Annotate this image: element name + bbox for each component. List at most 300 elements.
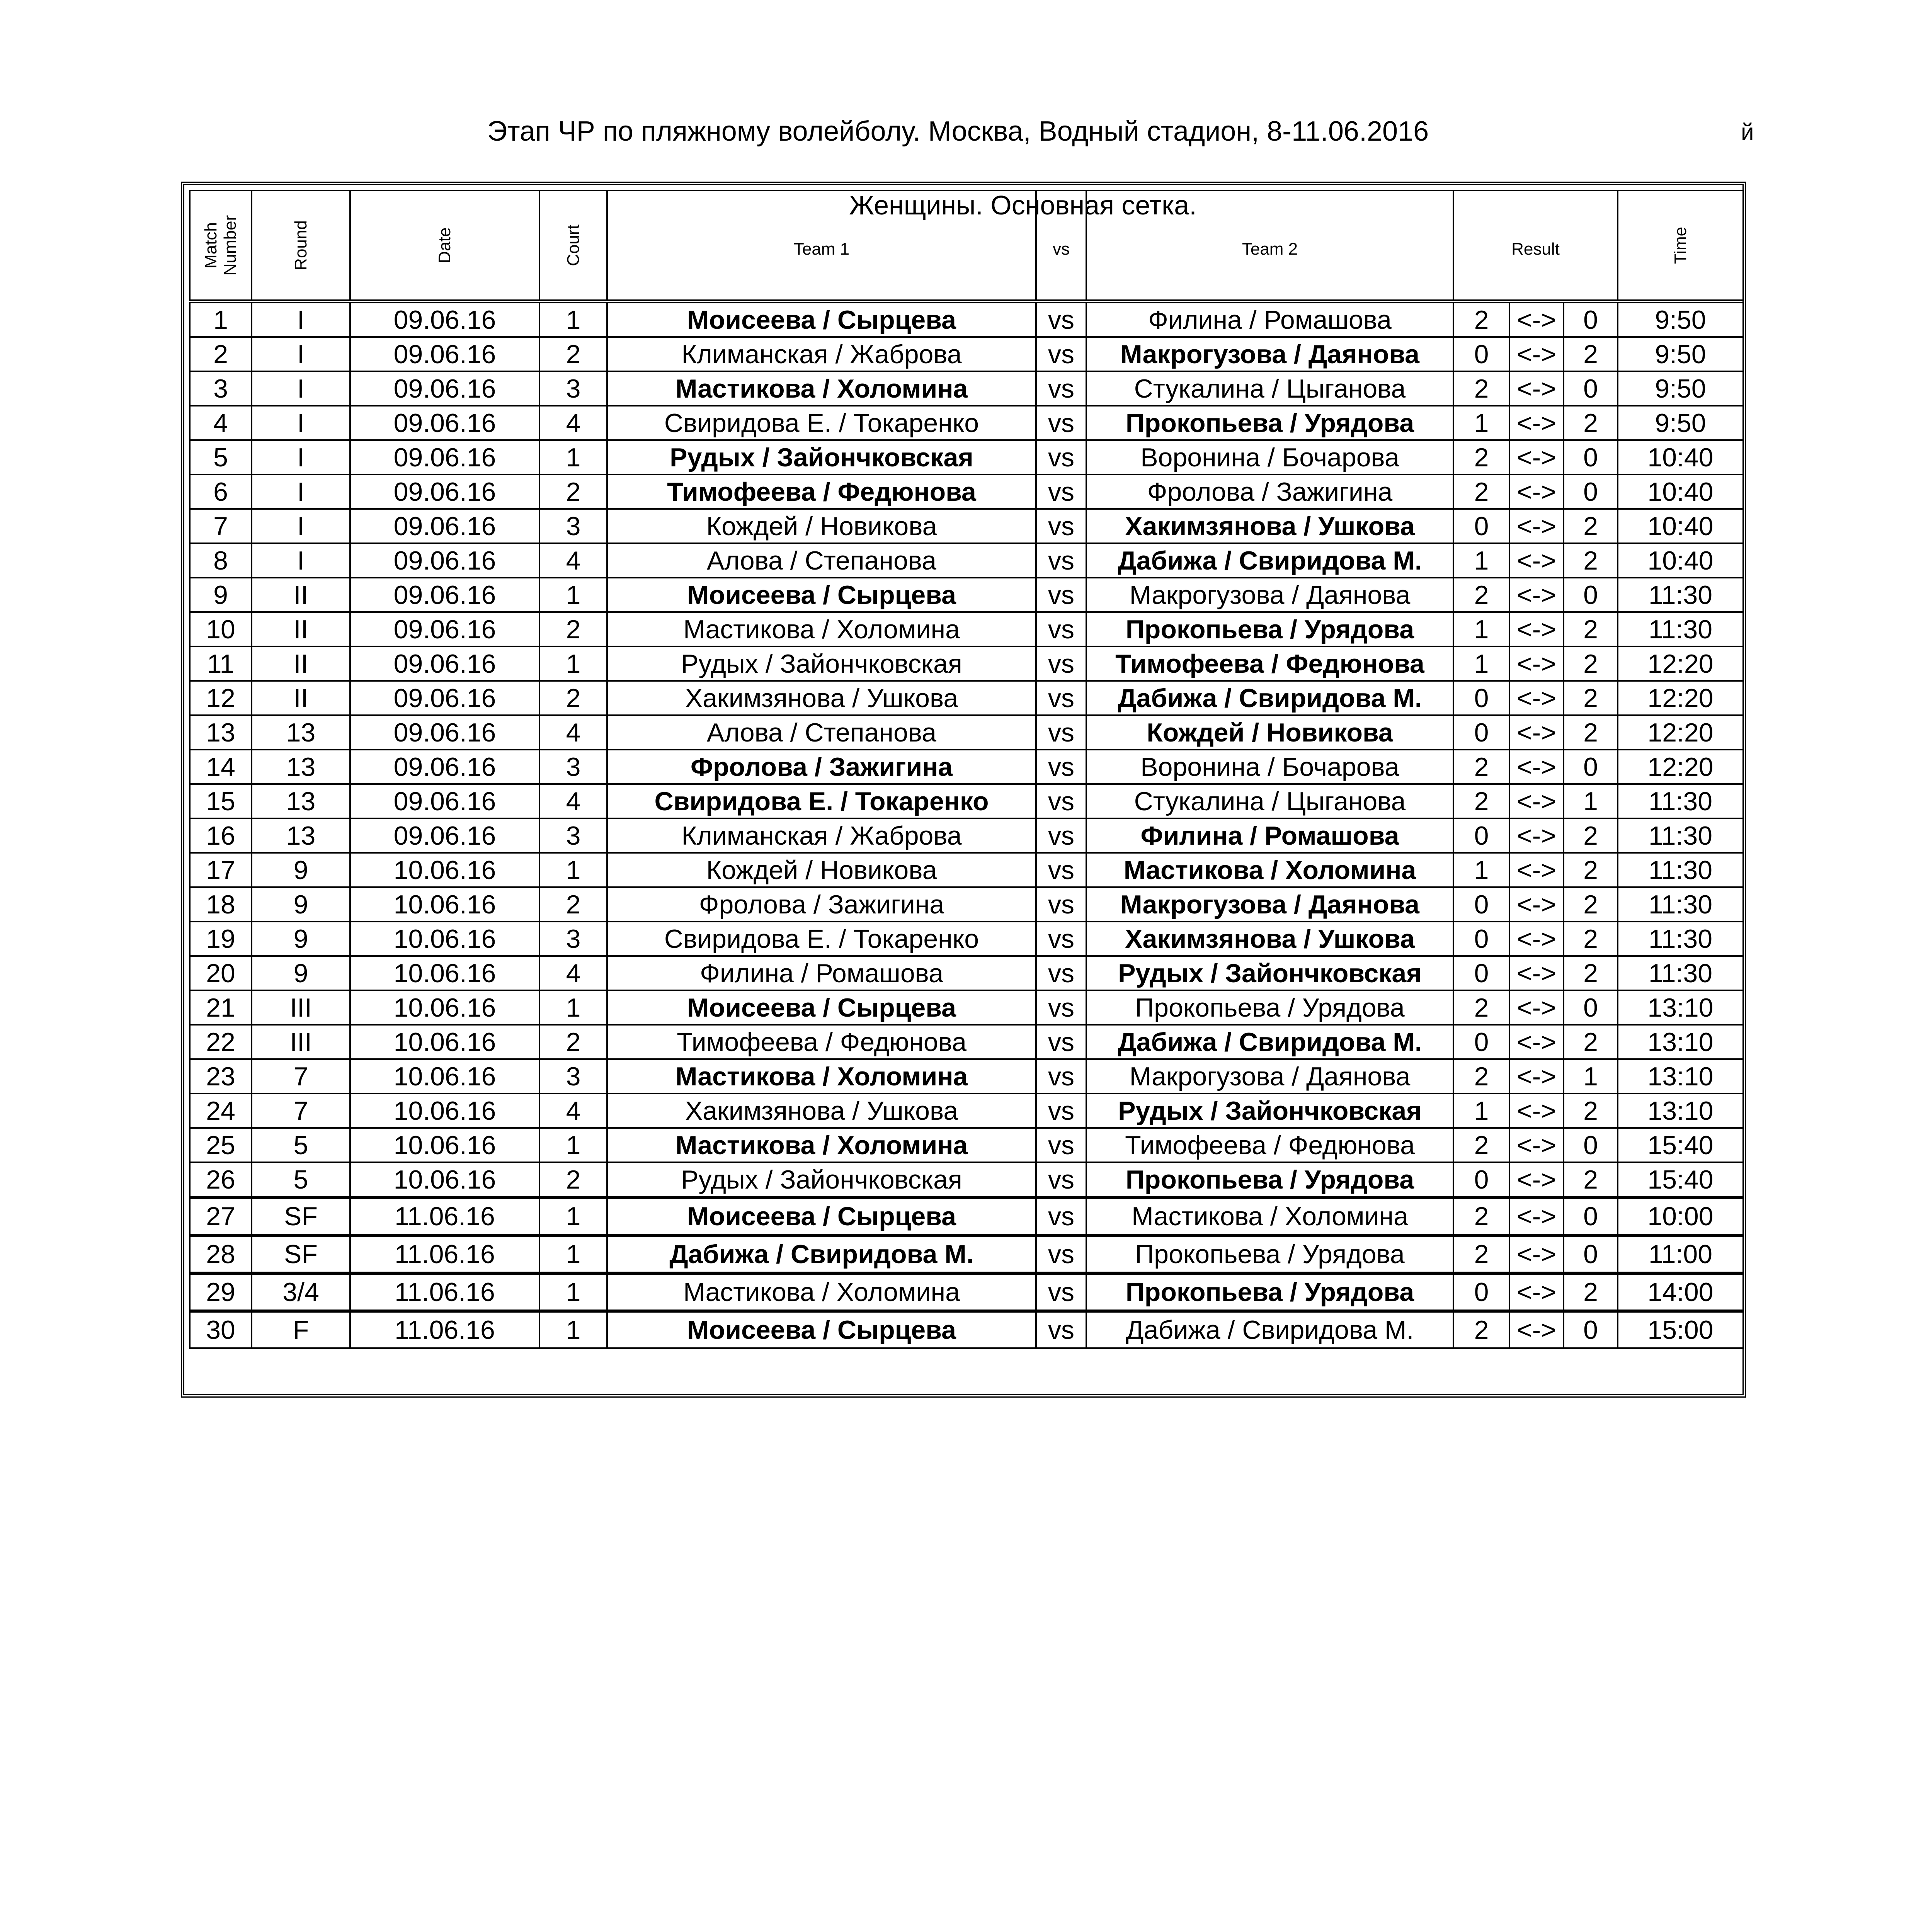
header-match-number: Match Number xyxy=(190,190,252,300)
match-number-cell: 7 xyxy=(190,509,252,543)
score-separator-cell: <-> xyxy=(1509,681,1564,715)
match-row xyxy=(190,1197,1743,1235)
team2-cell: Филина / Ромашова xyxy=(1086,303,1453,337)
score-separator-cell: <-> xyxy=(1509,440,1564,474)
team1-cell: Климанская / Жаброва xyxy=(607,818,1036,853)
court-cell: 1 xyxy=(539,1311,607,1348)
team1-cell: Моисеева / Сырцева xyxy=(607,990,1036,1025)
time-cell: 12:20 xyxy=(1618,750,1743,784)
match-number-cell: 27 xyxy=(190,1197,252,1235)
header-round: Round xyxy=(252,190,350,300)
score1-cell: 0 xyxy=(1453,818,1509,853)
score2-cell: 0 xyxy=(1564,371,1618,406)
time-cell: 9:50 xyxy=(1618,371,1743,406)
team2-cell: Тимофеева / Федюнова xyxy=(1086,1128,1453,1162)
round-cell: F xyxy=(252,1311,350,1348)
match-row xyxy=(190,922,1743,956)
vs-cell: vs xyxy=(1036,440,1086,474)
match-row xyxy=(190,853,1743,887)
score-separator-cell: <-> xyxy=(1509,990,1564,1025)
vs-cell: vs xyxy=(1036,1162,1086,1197)
date-cell: 10.06.16 xyxy=(350,1025,539,1059)
time-cell: 12:20 xyxy=(1618,646,1743,681)
score2-cell: 2 xyxy=(1564,1162,1618,1197)
match-number-cell: 5 xyxy=(190,440,252,474)
match-row xyxy=(190,1162,1743,1197)
score2-cell: 0 xyxy=(1564,1311,1618,1348)
round-cell: 9 xyxy=(252,887,350,922)
match-number-cell: 6 xyxy=(190,474,252,509)
match-row xyxy=(190,509,1743,543)
team2-cell: Прокопьева / Урядова xyxy=(1086,1162,1453,1197)
score1-cell: 0 xyxy=(1453,1025,1509,1059)
score1-cell: 2 xyxy=(1453,303,1509,337)
match-row xyxy=(190,440,1743,474)
court-cell: 3 xyxy=(539,509,607,543)
time-cell: 9:50 xyxy=(1618,303,1743,337)
score1-cell: 0 xyxy=(1453,1273,1509,1311)
header-team2: Team 2 xyxy=(1086,190,1453,300)
round-cell: 13 xyxy=(252,715,350,750)
score2-cell: 2 xyxy=(1564,887,1618,922)
score1-cell: 2 xyxy=(1453,784,1509,818)
time-cell: 9:50 xyxy=(1618,337,1743,371)
round-cell: 9 xyxy=(252,853,350,887)
score-separator-cell: <-> xyxy=(1509,371,1564,406)
team2-cell: Прокопьева / Урядова xyxy=(1086,406,1453,440)
match-row xyxy=(190,578,1743,612)
team2-cell: Стукалина / Цыганова xyxy=(1086,371,1453,406)
court-cell: 3 xyxy=(539,1059,607,1094)
round-cell: 9 xyxy=(252,922,350,956)
round-cell: 13 xyxy=(252,750,350,784)
match-number-cell: 17 xyxy=(190,853,252,887)
match-number-cell: 8 xyxy=(190,543,252,578)
court-cell: 2 xyxy=(539,1162,607,1197)
round-cell: II xyxy=(252,681,350,715)
team2-cell: Прокопьева / Урядова xyxy=(1086,990,1453,1025)
vs-cell: vs xyxy=(1036,715,1086,750)
date-cell: 09.06.16 xyxy=(350,681,539,715)
bracket-sheet xyxy=(181,182,1746,1398)
match-number-cell: 2 xyxy=(190,337,252,371)
team2-cell: Рудых / Зайончковская xyxy=(1086,1094,1453,1128)
team1-cell: Хакимзянова / Ушкова xyxy=(607,681,1036,715)
court-cell: 4 xyxy=(539,784,607,818)
team1-cell: Алова / Степанова xyxy=(607,715,1036,750)
score2-cell: 0 xyxy=(1564,474,1618,509)
team2-cell: Дабижа / Свиридова М. xyxy=(1086,1025,1453,1059)
court-cell: 2 xyxy=(539,1025,607,1059)
score1-cell: 2 xyxy=(1453,750,1509,784)
time-cell: 10:00 xyxy=(1618,1197,1743,1235)
score-separator-cell: <-> xyxy=(1509,578,1564,612)
score1-cell: 2 xyxy=(1453,1197,1509,1235)
score2-cell: 1 xyxy=(1564,784,1618,818)
score-separator-cell: <-> xyxy=(1509,1094,1564,1128)
team1-cell: Моисеева / Сырцева xyxy=(607,578,1036,612)
team1-cell: Мастикова / Холомина xyxy=(607,612,1036,646)
round-cell: I xyxy=(252,371,350,406)
score-separator-cell: <-> xyxy=(1509,887,1564,922)
team2-cell: Макрогузова / Даянова xyxy=(1086,1059,1453,1094)
score1-cell: 0 xyxy=(1453,681,1509,715)
match-row xyxy=(190,818,1743,853)
team2-cell: Филина / Ромашова xyxy=(1086,818,1453,853)
score-separator-cell: <-> xyxy=(1509,543,1564,578)
team2-cell: Кождей / Новикова xyxy=(1086,715,1453,750)
team1-cell: Хакимзянова / Ушкова xyxy=(607,1094,1036,1128)
court-cell: 1 xyxy=(539,578,607,612)
match-number-cell: 29 xyxy=(190,1273,252,1311)
date-cell: 09.06.16 xyxy=(350,715,539,750)
score1-cell: 0 xyxy=(1453,956,1509,990)
score-separator-cell: <-> xyxy=(1509,1311,1564,1348)
match-number-cell: 15 xyxy=(190,784,252,818)
vs-cell: vs xyxy=(1036,1311,1086,1348)
round-cell: III xyxy=(252,990,350,1025)
court-cell: 1 xyxy=(539,1128,607,1162)
date-cell: 10.06.16 xyxy=(350,887,539,922)
team1-cell: Тимофеева / Федюнова xyxy=(607,1025,1036,1059)
match-row xyxy=(190,1311,1743,1348)
team1-cell: Моисеева / Сырцева xyxy=(607,303,1036,337)
team2-cell: Мастикова / Холомина xyxy=(1086,853,1453,887)
time-cell: 13:10 xyxy=(1618,1025,1743,1059)
court-cell: 4 xyxy=(539,543,607,578)
score1-cell: 0 xyxy=(1453,337,1509,371)
court-cell: 3 xyxy=(539,371,607,406)
court-cell: 1 xyxy=(539,990,607,1025)
date-cell: 09.06.16 xyxy=(350,750,539,784)
score-separator-cell: <-> xyxy=(1509,818,1564,853)
score1-cell: 1 xyxy=(1453,1094,1509,1128)
date-cell: 11.06.16 xyxy=(350,1197,539,1235)
team2-cell: Мастикова / Холомина xyxy=(1086,1197,1453,1235)
score-separator-cell: <-> xyxy=(1509,1059,1564,1094)
court-cell: 4 xyxy=(539,1094,607,1128)
date-cell: 09.06.16 xyxy=(350,543,539,578)
court-cell: 4 xyxy=(539,956,607,990)
round-cell: I xyxy=(252,543,350,578)
time-cell: 11:30 xyxy=(1618,784,1743,818)
court-cell: 3 xyxy=(539,818,607,853)
court-cell: 1 xyxy=(539,303,607,337)
score-separator-cell: <-> xyxy=(1509,303,1564,337)
match-number-cell: 19 xyxy=(190,922,252,956)
score1-cell: 0 xyxy=(1453,509,1509,543)
score2-cell: 2 xyxy=(1564,1273,1618,1311)
header-vs: vs xyxy=(1036,190,1086,300)
match-row xyxy=(190,784,1743,818)
date-cell: 09.06.16 xyxy=(350,371,539,406)
court-cell: 4 xyxy=(539,406,607,440)
match-number-cell: 1 xyxy=(190,303,252,337)
time-cell: 11:30 xyxy=(1618,887,1743,922)
score1-cell: 1 xyxy=(1453,543,1509,578)
vs-cell: vs xyxy=(1036,887,1086,922)
time-cell: 13:10 xyxy=(1618,1059,1743,1094)
time-cell: 11:30 xyxy=(1618,578,1743,612)
court-cell: 2 xyxy=(539,887,607,922)
court-cell: 1 xyxy=(539,1235,607,1273)
score2-cell: 2 xyxy=(1564,509,1618,543)
team1-cell: Мастикова / Холомина xyxy=(607,1273,1036,1311)
date-cell: 10.06.16 xyxy=(350,1094,539,1128)
vs-cell: vs xyxy=(1036,956,1086,990)
round-cell: 13 xyxy=(252,818,350,853)
date-cell: 09.06.16 xyxy=(350,303,539,337)
score1-cell: 0 xyxy=(1453,922,1509,956)
team1-cell: Мастикова / Холомина xyxy=(607,1128,1036,1162)
date-cell: 09.06.16 xyxy=(350,646,539,681)
team2-cell: Хакимзянова / Ушкова xyxy=(1086,509,1453,543)
match-row xyxy=(190,715,1743,750)
matches-table xyxy=(189,302,1744,1349)
date-cell: 09.06.16 xyxy=(350,474,539,509)
match-number-cell: 14 xyxy=(190,750,252,784)
match-row xyxy=(190,646,1743,681)
match-row xyxy=(190,887,1743,922)
score-separator-cell: <-> xyxy=(1509,509,1564,543)
match-row xyxy=(190,474,1743,509)
team2-cell: Хакимзянова / Ушкова xyxy=(1086,922,1453,956)
match-row xyxy=(190,543,1743,578)
round-cell: 13 xyxy=(252,784,350,818)
team2-cell: Прокопьева / Урядова xyxy=(1086,1273,1453,1311)
match-row xyxy=(190,750,1743,784)
round-cell: III xyxy=(252,1025,350,1059)
team1-cell: Свиридова Е. / Токаренко xyxy=(607,922,1036,956)
score-separator-cell: <-> xyxy=(1509,715,1564,750)
team2-cell: Прокопьева / Урядова xyxy=(1086,1235,1453,1273)
date-cell: 09.06.16 xyxy=(350,406,539,440)
score1-cell: 2 xyxy=(1453,1235,1509,1273)
score1-cell: 0 xyxy=(1453,1162,1509,1197)
team2-cell: Дабижа / Свиридова М. xyxy=(1086,543,1453,578)
court-cell: 1 xyxy=(539,1197,607,1235)
date-cell: 09.06.16 xyxy=(350,509,539,543)
team2-cell: Воронина / Бочарова xyxy=(1086,750,1453,784)
team2-cell: Воронина / Бочарова xyxy=(1086,440,1453,474)
team2-cell: Фролова / Зажигина xyxy=(1086,474,1453,509)
match-number-cell: 13 xyxy=(190,715,252,750)
date-cell: 11.06.16 xyxy=(350,1311,539,1348)
score2-cell: 0 xyxy=(1564,578,1618,612)
vs-cell: vs xyxy=(1036,646,1086,681)
round-cell: II xyxy=(252,578,350,612)
round-cell: I xyxy=(252,440,350,474)
court-cell: 4 xyxy=(539,715,607,750)
time-cell: 11:30 xyxy=(1618,956,1743,990)
header-result: Result xyxy=(1453,190,1618,300)
time-cell: 10:40 xyxy=(1618,474,1743,509)
score1-cell: 2 xyxy=(1453,371,1509,406)
match-row xyxy=(190,371,1743,406)
team2-cell: Прокопьева / Урядова xyxy=(1086,612,1453,646)
vs-cell: vs xyxy=(1036,1059,1086,1094)
vs-cell: vs xyxy=(1036,750,1086,784)
match-number-cell: 11 xyxy=(190,646,252,681)
score-separator-cell: <-> xyxy=(1509,956,1564,990)
vs-cell: vs xyxy=(1036,922,1086,956)
court-cell: 2 xyxy=(539,474,607,509)
time-cell: 11:30 xyxy=(1618,922,1743,956)
score-separator-cell: <-> xyxy=(1509,784,1564,818)
team1-cell: Свиридова Е. / Токаренко xyxy=(607,406,1036,440)
page-title: Этап ЧР по пляжному волейболу. Москва, Водный стадион, 8-11.06.2016 xyxy=(487,116,1429,147)
vs-cell: vs xyxy=(1036,337,1086,371)
vs-cell: vs xyxy=(1036,681,1086,715)
match-number-cell: 23 xyxy=(190,1059,252,1094)
time-cell: 14:00 xyxy=(1618,1273,1743,1311)
score-separator-cell: <-> xyxy=(1509,1235,1564,1273)
match-number-cell: 10 xyxy=(190,612,252,646)
team1-cell: Рудых / Зайончковская xyxy=(607,440,1036,474)
date-cell: 10.06.16 xyxy=(350,1059,539,1094)
score2-cell: 2 xyxy=(1564,543,1618,578)
time-cell: 10:40 xyxy=(1618,509,1743,543)
header-date: Date xyxy=(350,190,539,300)
score-separator-cell: <-> xyxy=(1509,853,1564,887)
match-number-cell: 26 xyxy=(190,1162,252,1197)
team2-cell: Стукалина / Цыганова xyxy=(1086,784,1453,818)
round-cell: 5 xyxy=(252,1162,350,1197)
match-number-cell: 9 xyxy=(190,578,252,612)
round-cell: SF xyxy=(252,1197,350,1235)
score1-cell: 2 xyxy=(1453,1128,1509,1162)
vs-cell: vs xyxy=(1036,612,1086,646)
score2-cell: 2 xyxy=(1564,853,1618,887)
vs-cell: vs xyxy=(1036,784,1086,818)
score2-cell: 1 xyxy=(1564,1059,1618,1094)
team2-cell: Тимофеева / Федюнова xyxy=(1086,646,1453,681)
vs-cell: vs xyxy=(1036,1273,1086,1311)
corner-mark: й xyxy=(1741,119,1754,145)
score-separator-cell: <-> xyxy=(1509,1025,1564,1059)
match-number-cell: 24 xyxy=(190,1094,252,1128)
match-number-cell: 22 xyxy=(190,1025,252,1059)
team1-cell: Фролова / Зажигина xyxy=(607,750,1036,784)
round-cell: SF xyxy=(252,1235,350,1273)
round-cell: 7 xyxy=(252,1094,350,1128)
score1-cell: 2 xyxy=(1453,990,1509,1025)
vs-cell: vs xyxy=(1036,1235,1086,1273)
vs-cell: vs xyxy=(1036,543,1086,578)
court-cell: 1 xyxy=(539,440,607,474)
court-cell: 1 xyxy=(539,1273,607,1311)
court-cell: 2 xyxy=(539,612,607,646)
match-number-cell: 4 xyxy=(190,406,252,440)
score2-cell: 0 xyxy=(1564,1235,1618,1273)
match-row xyxy=(190,681,1743,715)
court-cell: 2 xyxy=(539,681,607,715)
team1-cell: Фролова / Зажигина xyxy=(607,887,1036,922)
score-separator-cell: <-> xyxy=(1509,1162,1564,1197)
match-row xyxy=(190,1025,1743,1059)
bracket-subtitle: Женщины. Основная сетка. xyxy=(849,190,1197,220)
vs-cell: vs xyxy=(1036,1197,1086,1235)
team1-cell: Мастикова / Холомина xyxy=(607,1059,1036,1094)
round-cell: I xyxy=(252,406,350,440)
time-cell: 9:50 xyxy=(1618,406,1743,440)
match-number-cell: 18 xyxy=(190,887,252,922)
header-team1: Team 1 xyxy=(607,190,1036,300)
vs-cell: vs xyxy=(1036,509,1086,543)
time-cell: 10:40 xyxy=(1618,543,1743,578)
court-cell: 2 xyxy=(539,337,607,371)
team2-cell: Рудых / Зайончковская xyxy=(1086,956,1453,990)
match-number-cell: 21 xyxy=(190,990,252,1025)
team2-cell: Дабижа / Свиридова М. xyxy=(1086,681,1453,715)
date-cell: 09.06.16 xyxy=(350,337,539,371)
date-cell: 09.06.16 xyxy=(350,818,539,853)
time-cell: 13:10 xyxy=(1618,990,1743,1025)
round-cell: II xyxy=(252,612,350,646)
score-separator-cell: <-> xyxy=(1509,612,1564,646)
date-cell: 10.06.16 xyxy=(350,956,539,990)
team1-cell: Тимофеева / Федюнова xyxy=(607,474,1036,509)
score2-cell: 0 xyxy=(1564,440,1618,474)
date-cell: 10.06.16 xyxy=(350,990,539,1025)
date-cell: 10.06.16 xyxy=(350,1128,539,1162)
score2-cell: 0 xyxy=(1564,1128,1618,1162)
score2-cell: 2 xyxy=(1564,818,1618,853)
score-separator-cell: <-> xyxy=(1509,1273,1564,1311)
time-cell: 12:20 xyxy=(1618,715,1743,750)
time-cell: 11:30 xyxy=(1618,818,1743,853)
score2-cell: 2 xyxy=(1564,715,1618,750)
time-cell: 10:40 xyxy=(1618,440,1743,474)
score2-cell: 0 xyxy=(1564,750,1618,784)
time-cell: 13:10 xyxy=(1618,1094,1743,1128)
score2-cell: 2 xyxy=(1564,1025,1618,1059)
score1-cell: 2 xyxy=(1453,1059,1509,1094)
team1-cell: Кождей / Новикова xyxy=(607,509,1036,543)
score1-cell: 2 xyxy=(1453,578,1509,612)
time-cell: 11:30 xyxy=(1618,612,1743,646)
match-row xyxy=(190,303,1743,337)
score2-cell: 2 xyxy=(1564,922,1618,956)
round-cell: 7 xyxy=(252,1059,350,1094)
round-cell: II xyxy=(252,646,350,681)
score1-cell: 0 xyxy=(1453,715,1509,750)
header-time: Time xyxy=(1618,190,1743,300)
vs-cell: vs xyxy=(1036,371,1086,406)
round-cell: 9 xyxy=(252,956,350,990)
vs-cell: vs xyxy=(1036,990,1086,1025)
date-cell: 09.06.16 xyxy=(350,784,539,818)
score-separator-cell: <-> xyxy=(1509,1128,1564,1162)
team2-cell: Макрогузова / Даянова xyxy=(1086,337,1453,371)
score2-cell: 0 xyxy=(1564,990,1618,1025)
match-row xyxy=(190,1235,1743,1273)
vs-cell: vs xyxy=(1036,853,1086,887)
score1-cell: 2 xyxy=(1453,440,1509,474)
score2-cell: 0 xyxy=(1564,1197,1618,1235)
vs-cell: vs xyxy=(1036,818,1086,853)
team1-cell: Филина / Ромашова xyxy=(607,956,1036,990)
score-separator-cell: <-> xyxy=(1509,750,1564,784)
team2-cell: Дабижа / Свиридова М. xyxy=(1086,1311,1453,1348)
court-cell: 3 xyxy=(539,750,607,784)
score1-cell: 2 xyxy=(1453,1311,1509,1348)
vs-cell: vs xyxy=(1036,1128,1086,1162)
team2-cell: Макрогузова / Даянова xyxy=(1086,578,1453,612)
round-cell: I xyxy=(252,337,350,371)
date-cell: 09.06.16 xyxy=(350,578,539,612)
score2-cell: 2 xyxy=(1564,1094,1618,1128)
